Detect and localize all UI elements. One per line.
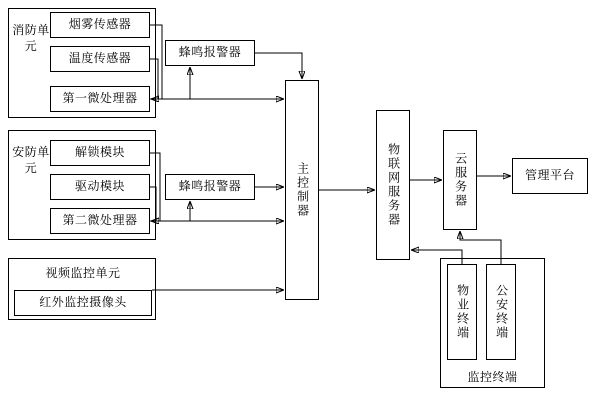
iot-server[interactable]: 物联网服务器 xyxy=(376,110,410,260)
property-terminal[interactable]: 物业终端 xyxy=(447,264,477,360)
police-terminal[interactable]: 公安终端 xyxy=(486,264,516,360)
fire-unit-label: 消防单元 xyxy=(12,23,50,54)
security-unit-label: 安防单元 xyxy=(12,145,50,176)
security-buzzer-alarm[interactable]: 蜂鸣报警器 xyxy=(165,174,255,200)
drive-module[interactable]: 驱动模块 xyxy=(50,174,150,200)
main-controller[interactable]: 主控制器 xyxy=(285,80,319,300)
second-microprocessor[interactable]: 第二微处理器 xyxy=(50,208,150,234)
management-platform[interactable]: 管理平台 xyxy=(512,158,588,194)
cloud-server[interactable]: 云服务器 xyxy=(443,130,477,230)
infrared-camera[interactable]: 红外监控摄像头 xyxy=(14,290,152,316)
video-unit-label: 视频监控单元 xyxy=(45,266,121,280)
smoke-sensor[interactable]: 烟雾传感器 xyxy=(50,12,150,38)
first-microprocessor[interactable]: 第一微处理器 xyxy=(50,86,150,112)
temperature-sensor[interactable]: 温度传感器 xyxy=(50,46,150,72)
monitor-terminal-label: 监控终端 xyxy=(467,370,518,384)
fire-buzzer-alarm[interactable]: 蜂鸣报警器 xyxy=(165,40,255,66)
unlock-module[interactable]: 解锁模块 xyxy=(50,140,150,166)
